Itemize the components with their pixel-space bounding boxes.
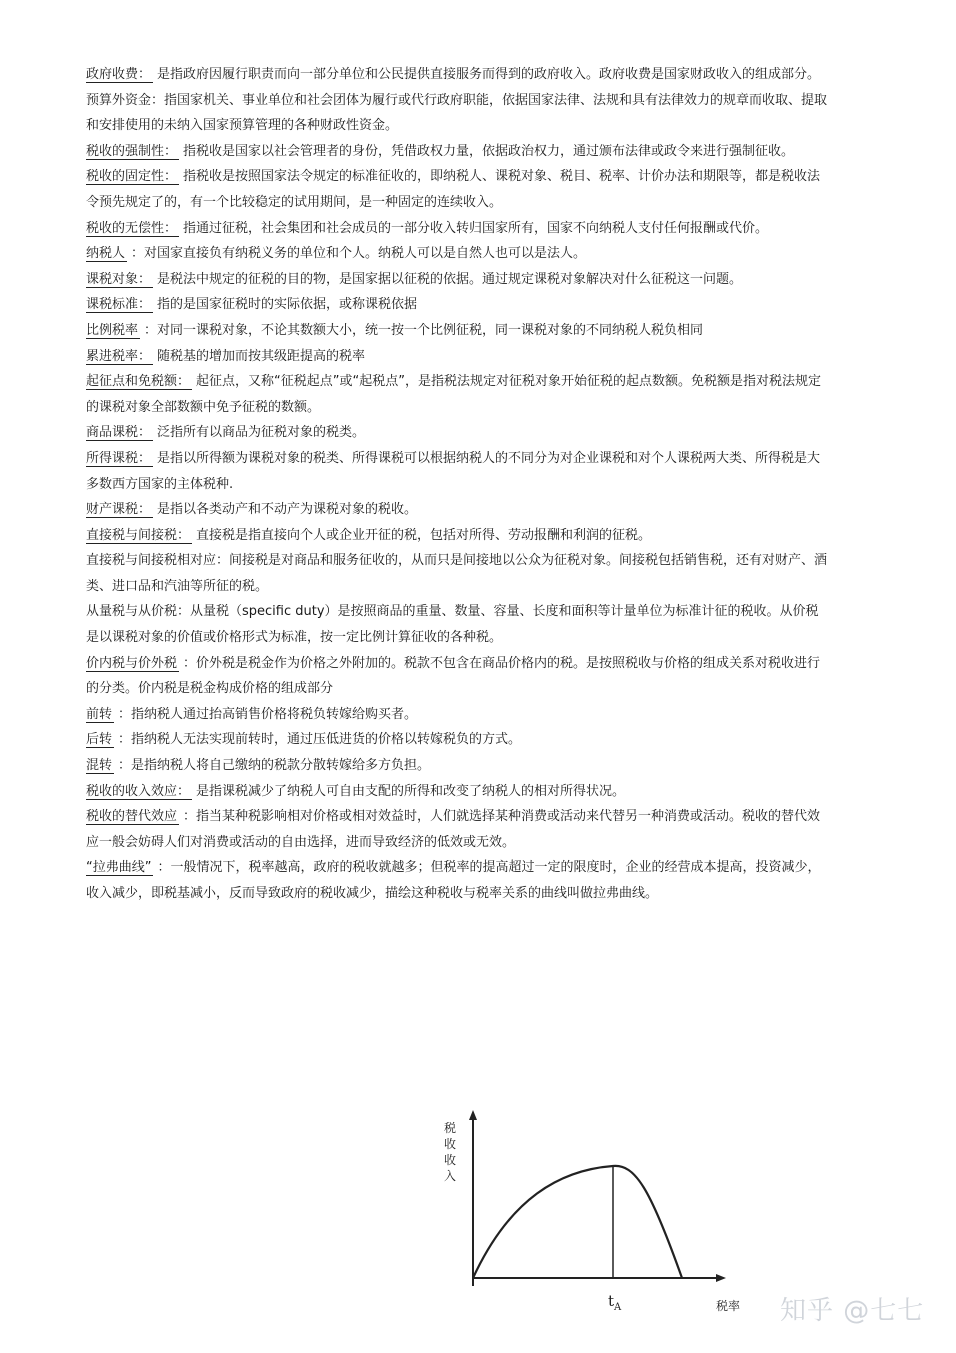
entry-definition: ：价外税是税金作为价格之外附加的。税款不包含在商品价格内的税。是按照税收与价格的组成关系对税收进行的分类。价内税是税金构成价格的组成部分 — [86, 655, 821, 697]
glossary-entry — [86, 369, 831, 420]
svg-text:入: 入 — [444, 1169, 457, 1183]
entry-term: 后转 — [86, 732, 113, 748]
peak-tick-label: $t_A$ — [608, 1292, 622, 1313]
entry-term: 商品课税： — [86, 425, 152, 441]
entry-term: 累进税率： — [86, 348, 152, 364]
entry-definition: ：一般情况下，税率越高，政府的税收就越多；但税率的提高超过一定的限度时，企业的经营成本提高，投资减少，收入减少，即税基减小，反而导致政府的税收减少，描绘这种税收与税率关系的曲线叫做拉弗曲线。 — [86, 860, 821, 901]
glossary-entry — [86, 548, 831, 599]
glossary-entry — [86, 804, 831, 855]
x-axis-arrow — [716, 1274, 726, 1282]
glossary-entry — [86, 420, 831, 446]
glossary — [86, 62, 831, 907]
svg-text:收: 收 — [444, 1137, 457, 1151]
glossary-entry — [86, 702, 831, 728]
entry-definition: ：指纳税人无法实现前转时，通过压低进货的价格以转嫁税负的方式。 — [118, 732, 522, 748]
y-axis-label — [444, 1121, 456, 1183]
glossary-entry — [86, 727, 831, 753]
laffer-curve — [473, 1166, 682, 1278]
glossary-entry — [86, 344, 831, 370]
entry-term: 价内税与价外税 — [86, 655, 178, 671]
entry-definition: ：指纳税人通过抬高销售价格将税负转嫁给购买者。 — [118, 706, 418, 722]
entry-definition: 指税收是国家以社会管理者的身份，凭借政权力量，依据政治权力，通过颁布法律或政令来进行强制征收。 — [183, 143, 795, 159]
entry-term: 财产课税： — [86, 502, 152, 518]
entry-definition: 是指课税减少了纳税人可自由支配的所得和改变了纳税人的相对所得状况。 — [196, 783, 626, 799]
glossary-entry — [86, 497, 831, 523]
entry-term: 所得课税： — [86, 450, 152, 466]
glossary-entry — [86, 88, 831, 139]
entry-term: “拉弗曲线” — [86, 860, 152, 876]
glossary-entry — [86, 523, 831, 549]
entry-definition: 起征点，又称“征税起点”或“起税点”，是指税法规定对征税对象开始征税的起点数额。免税额是指对税法规定的课税对象全部数额中免予征税的数额。 — [86, 374, 821, 415]
entry-definition: 指税收是按照国家法令规定的标准征收的，即纳税人、课税对象、税目、税率、计价办法和期限等，都是税收法令预先规定了的，有一个比较稳定的试用期间，是一种固定的连续收入。 — [86, 169, 821, 210]
svg-text:收: 收 — [444, 1153, 457, 1167]
glossary-entry — [86, 599, 831, 650]
glossary-entry — [86, 779, 831, 805]
entry-definition: 预算外资金：指国家机关、事业单位和社会团体为履行或代行政府职能，依据国家法律、法规和具有法律效力的规章而收取、提取和安排使用的未纳入国家预算管理的各种财政性资金。 — [86, 92, 828, 134]
entry-definition: ：指当某种税影响相对价格或相对效益时，人们就选择某种消费或活动来代替另一种消费或活动。税收的替代效应一般会妨碍人们对消费或活动的自由选择，进而导致经济的低效或无效。 — [86, 809, 821, 850]
laffer-curve-chart — [430, 1108, 760, 1323]
svg-text:税: 税 — [444, 1121, 457, 1135]
entry-term: 直接税与间接税： — [86, 527, 191, 543]
entry-definition: ：对同一课税对象，不论其数额大小，统一按一个比例征税，同一课税对象的不同纳税人税负相同 — [144, 322, 704, 338]
glossary-entry — [86, 164, 831, 215]
glossary-entry — [86, 267, 831, 293]
entry-definition: 直接税与间接税相对应：间接税是对商品和服务征收的，从而只是间接地以公众为征税对象。间接税包括销售税，还有对财产、酒类、进口品和汽油等所征的税。 — [86, 553, 828, 594]
entry-definition: 是税法中规定的征税的目的物，是国家据以征税的依据。通过规定课税对象解决对什么征税这一问题。 — [157, 271, 743, 287]
y-axis-arrow — [469, 1110, 477, 1120]
watermark: 知乎 @七七 — [780, 1296, 925, 1326]
entry-definition: ：对国家直接负有纳税义务的单位和个人。纳税人可以是自然人也可以是法人。 — [131, 246, 587, 262]
entry-term: 起征点和免税额： — [86, 374, 191, 390]
entry-definition: 指的是国家征税时的实际依据，或称课税依据 — [157, 297, 418, 313]
entry-term: 税收的替代效应 — [86, 809, 178, 825]
entry-term: 课税对象： — [86, 271, 152, 287]
entry-definition: 是指以各类动产和不动产为课税对象的税收。 — [157, 502, 418, 518]
entry-term: 税收的收入效应： — [86, 783, 191, 799]
entry-definition: 指通过征税，社会集团和社会成员的一部分收入转归国家所有，国家不向纳税人支付任何报酬或代价。 — [183, 220, 769, 236]
entry-definition: 随税基的增加而按其级距提高的税率 — [157, 348, 366, 364]
entry-term: 比例税率 — [86, 322, 139, 338]
entry-definition: 是指政府因履行职责而向一部分单位和公民提供直接服务而得到的政府收入。政府收费是国家财政收入的组成部分。 — [157, 67, 821, 82]
glossary-entry — [86, 651, 831, 702]
entry-definition: 泛指所有以商品为征税对象的税类。 — [157, 425, 366, 441]
x-axis-label: 税率 — [716, 1299, 741, 1313]
glossary-entry — [86, 318, 831, 344]
glossary-entry — [86, 241, 831, 267]
glossary-entry — [86, 62, 831, 88]
glossary-entry — [86, 753, 831, 779]
glossary-entry — [86, 216, 831, 242]
entry-definition: 直接税是指直接向个人或企业开征的税，包括对所得、劳动报酬和利润的征税。 — [196, 527, 652, 543]
entry-term: 税收的无偿性： — [86, 220, 178, 236]
entry-term: 混转 — [86, 758, 113, 774]
glossary-entry — [86, 139, 831, 165]
entry-term: 纳税人 — [86, 246, 126, 262]
glossary-entry — [86, 446, 831, 497]
entry-definition: 从量税与从价税：从量税（specific duty）是按照商品的重量、数量、容量、长度和面积等计量单位为标准计征的税收。从价税是以课税对象的价值或价格形式为标准，按一定比例计算征收的各种税。 — [86, 604, 819, 646]
entry-term: 税收的强制性： — [86, 143, 178, 159]
glossary-entry — [86, 855, 831, 906]
entry-term: 课税标准： — [86, 297, 152, 313]
entry-term: 前转 — [86, 706, 113, 722]
glossary-entry — [86, 292, 831, 318]
entry-definition: 是指以所得额为课税对象的税类、所得课税可以根据纳税人的不同分为对企业课税和对个人课税两大类、所得税是大多数西方国家的主体税种. — [86, 450, 821, 492]
entry-term: 税收的固定性： — [86, 169, 178, 185]
entry-definition: ：是指纳税人将自己缴纳的税款分散转嫁给多方负担。 — [118, 758, 431, 774]
entry-term: 政府收费： — [86, 67, 152, 82]
